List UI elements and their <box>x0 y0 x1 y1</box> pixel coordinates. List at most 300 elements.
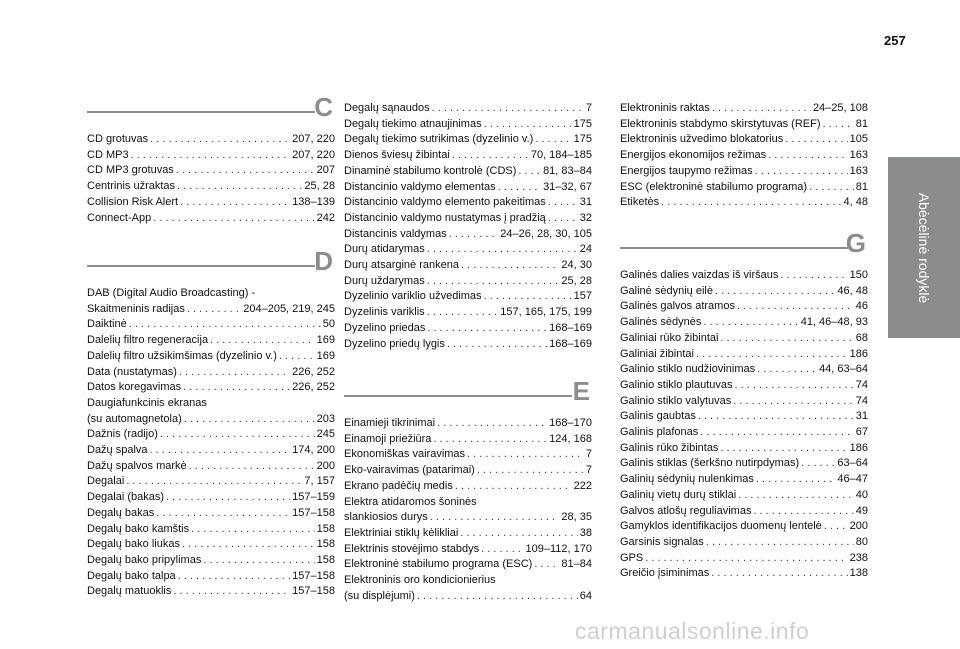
index-entry[interactable] <box>87 380 335 396</box>
index-entry-term: Ekrano padėčių medis <box>344 479 453 492</box>
index-entry-pages: 157–159 <box>292 491 335 504</box>
section-letter: D <box>314 246 333 276</box>
index-entry[interactable] <box>620 299 868 315</box>
index-entry-pages: 64 <box>579 589 592 602</box>
index-entry-term: Elektroninis oro kondicionierius <box>344 574 496 587</box>
index-entry-term: Distancinio valdymo nustatymas į pradžią <box>344 211 546 224</box>
index-entry-pages: 74 <box>855 394 868 407</box>
dot-leader <box>129 317 321 333</box>
index-entry-term: Galinės dalies vaizdas iš viršaus <box>620 269 779 281</box>
index-entry-pages: 7 <box>585 102 592 114</box>
index-entry-pages: 163 <box>849 149 868 162</box>
index-entry-pages: 169 <box>316 349 335 362</box>
index-entry[interactable] <box>87 474 335 490</box>
dot-leader <box>481 542 523 558</box>
index-entry[interactable] <box>87 443 335 459</box>
index-entry[interactable] <box>344 289 592 305</box>
dot-leader <box>150 132 290 148</box>
index-entry[interactable] <box>344 274 592 290</box>
section-g <box>620 228 868 582</box>
index-entry[interactable] <box>344 416 592 432</box>
index-entry[interactable] <box>620 456 868 472</box>
index-entry[interactable] <box>620 315 868 331</box>
entry-list <box>620 101 868 211</box>
dot-leader <box>823 117 854 133</box>
index-entry[interactable] <box>620 331 868 347</box>
dot-leader <box>460 526 577 542</box>
index-entry-term: Gamyklos identifikacijos duomenų lentelė <box>620 520 822 533</box>
index-entry-pages: 200 <box>316 459 335 472</box>
index-entry-term: Dienos šviesų žibintai <box>344 149 450 162</box>
index-entry-term: Centrinis užraktas <box>87 180 176 193</box>
index-entry-pages: 31 <box>579 196 592 209</box>
dot-leader <box>715 284 835 300</box>
dot-leader <box>768 148 848 164</box>
entry-list <box>87 286 335 600</box>
index-entry[interactable] <box>620 425 868 441</box>
index-entry[interactable] <box>87 365 335 381</box>
index-entry-pages: 25, 28 <box>304 180 335 193</box>
dot-leader <box>712 101 811 117</box>
index-entry-pages: 204–205, 219, 245 <box>243 302 335 315</box>
index-entry-pages: 105 <box>849 133 868 146</box>
index-entry-pages: 24 <box>579 243 592 256</box>
index-entry-term: Degalų sąnaudos <box>344 102 430 114</box>
index-entry-pages: 24, 30 <box>561 259 592 272</box>
index-entry[interactable] <box>620 284 868 300</box>
index-entry-term: Galinio stiklo valytuvas <box>620 394 732 407</box>
index-entry[interactable] <box>620 472 868 488</box>
section-header <box>87 246 335 284</box>
dot-leader <box>150 443 291 459</box>
index-entry[interactable] <box>87 490 335 506</box>
section-rule <box>87 265 315 267</box>
index-entry-pages: 70, 184–185 <box>530 149 592 162</box>
index-entry-pages: 157–158 <box>292 585 335 598</box>
index-entry-term: Galinis rūko žibintas <box>620 441 719 454</box>
index-entry[interactable] <box>344 117 592 133</box>
index-entry-term: Degalai <box>87 475 125 488</box>
index-entry[interactable] <box>87 317 335 333</box>
entry-list <box>620 268 868 582</box>
index-entry-term: Galinio stiklo plautuvas <box>620 378 733 391</box>
index-entry[interactable] <box>620 409 868 425</box>
index-entry[interactable] <box>87 427 335 443</box>
index-entry-term: Galiniai rūko žibintai <box>620 331 719 344</box>
index-entry-pages: 186 <box>849 347 868 360</box>
dot-leader <box>191 522 315 538</box>
index-entry-term: GPS <box>620 551 644 564</box>
index-entry[interactable] <box>87 211 335 227</box>
index-entry-term: Galinės sėdynės <box>620 316 702 329</box>
index-entry-term: Degalų bako kamštis <box>87 522 190 535</box>
index-entry-term: CD grotuvas <box>87 133 149 145</box>
index-entry[interactable] <box>620 394 868 410</box>
index-entry-term: Ekonomiškas vairavimas <box>344 448 466 461</box>
index-entry-term: Degalų bako pripylimas <box>87 553 202 566</box>
index-entry[interactable] <box>344 258 592 274</box>
index-entry-term: CD MP3 <box>87 148 129 161</box>
index-entry-pages: 31 <box>855 410 868 423</box>
index-entry[interactable] <box>87 195 335 211</box>
index-entry-term: Einamoji priežiūra <box>344 432 432 445</box>
index-entry-pages: 7 <box>585 464 592 477</box>
dot-leader <box>427 321 547 337</box>
index-entry-term: Galinis stiklas (šerkšno nutirpdymas) <box>620 457 800 470</box>
dot-leader <box>720 441 847 457</box>
index-entry[interactable] <box>344 337 592 353</box>
dot-leader <box>735 378 854 394</box>
index-entry[interactable] <box>620 101 868 117</box>
index-entry-pages: 46, 48 <box>837 284 868 297</box>
index-entry[interactable] <box>344 557 592 573</box>
index-entry-term: ESC (elektroninė stabilumo programa) <box>620 180 808 193</box>
index-entry-term: Collision Risk Alert <box>87 195 179 208</box>
index-entry[interactable] <box>87 412 335 428</box>
index-entry-pages: 81, 83–84 <box>543 164 592 177</box>
index-entry[interactable] <box>344 463 592 479</box>
dot-leader <box>179 365 290 381</box>
index-entry[interactable] <box>344 195 592 211</box>
index-entry-pages: 226, 252 <box>292 365 335 378</box>
index-entry[interactable] <box>87 333 335 349</box>
index-entry[interactable] <box>344 432 592 448</box>
index-entry[interactable] <box>620 180 868 196</box>
index-entry-pages: 158 <box>316 522 335 535</box>
dot-leader <box>455 479 572 495</box>
index-entry-pages: 222 <box>573 479 592 492</box>
index-entry[interactable] <box>87 179 335 195</box>
index-entry-term: Galiniai žibintai <box>620 347 694 360</box>
index-entry-pages: 157–158 <box>292 506 335 519</box>
index-entry-pages: 4, 48 <box>843 196 868 209</box>
index-entry[interactable] <box>344 447 592 463</box>
index-entry-pages: 138–139 <box>292 195 335 208</box>
side-tab-label: Abėcėlinė rodyklė <box>916 192 932 303</box>
dot-leader <box>427 305 499 321</box>
index-entry[interactable] <box>620 488 868 504</box>
index-entry[interactable] <box>87 163 335 179</box>
dot-leader <box>173 584 290 600</box>
dot-leader <box>279 349 315 365</box>
index-entry-pages: 158 <box>316 538 335 551</box>
index-entry-term: Elektriniai stiklų kėlikliai <box>344 526 459 539</box>
index-entry[interactable] <box>344 242 592 258</box>
section-c <box>87 92 335 226</box>
index-entry-pages: 200 <box>849 520 868 533</box>
index-entry[interactable] <box>87 132 335 148</box>
section-e <box>344 376 592 604</box>
index-entry-pages: 238 <box>849 551 868 564</box>
index-entry-term: Galinės galvos atramos <box>620 300 735 313</box>
index-entry[interactable] <box>87 396 335 412</box>
dot-leader <box>177 179 302 195</box>
index-entry[interactable] <box>87 584 335 600</box>
dot-leader <box>183 380 290 396</box>
index-entry-term: Dalelių filtro užsikimšimas (dyzelinio v.) <box>87 349 277 362</box>
index-entry-pages: 80 <box>855 535 868 548</box>
index-entry[interactable] <box>87 569 335 585</box>
index-entry[interactable] <box>87 522 335 538</box>
index-entry-pages: 38 <box>579 526 592 539</box>
index-entry-pages: 168–169 <box>549 337 592 350</box>
index-entry-term: Durų atidarymas <box>344 243 425 256</box>
dot-leader <box>187 302 241 318</box>
index-entry-term: Energijos taupymo režimas <box>620 164 753 177</box>
index-entry[interactable] <box>87 459 335 475</box>
index-entry[interactable] <box>344 321 592 337</box>
index-entry-pages: 46–47 <box>837 473 868 486</box>
index-entry-term: Etiketės <box>620 196 660 209</box>
index-entry-pages: 28, 35 <box>561 511 592 524</box>
index-entry-pages: 44, 63–64 <box>819 363 868 376</box>
dot-leader <box>417 589 578 605</box>
index-entry[interactable] <box>87 553 335 569</box>
dot-leader <box>809 180 854 196</box>
index-entry-pages: 207, 220 <box>292 148 335 161</box>
index-entry-pages: 175 <box>573 117 592 130</box>
section-header <box>344 376 592 414</box>
index-entry-pages: 81–84 <box>561 558 592 571</box>
index-entry[interactable] <box>344 573 592 589</box>
index-entry[interactable] <box>620 504 868 520</box>
index-entry-term: Energijos ekonomijos režimas <box>620 149 767 162</box>
section-letter: E <box>572 376 590 406</box>
dot-leader <box>824 519 848 535</box>
dot-leader <box>180 195 290 211</box>
index-entry[interactable] <box>344 305 592 321</box>
dot-leader <box>210 333 315 349</box>
dot-leader <box>432 101 584 117</box>
index-entry-pages: 67 <box>855 426 868 439</box>
entry-list <box>344 101 592 352</box>
section-header <box>87 92 335 130</box>
dot-leader <box>720 331 853 347</box>
index-entry-term: CD MP3 grotuvas <box>87 164 174 177</box>
dot-leader <box>733 394 853 410</box>
dot-leader <box>484 289 572 305</box>
section-letter: C <box>314 92 333 122</box>
index-entry-term: Elektrinis stovėjimo stabdys <box>344 542 480 555</box>
dot-leader <box>178 569 290 585</box>
dot-leader <box>518 164 541 180</box>
dot-leader <box>126 474 302 490</box>
index-entry-pages: 63–64 <box>837 457 868 470</box>
index-entry[interactable] <box>87 506 335 522</box>
index-entry[interactable] <box>87 537 335 553</box>
index-entry-term: Dinaminė stabilumo kontrolė (CDS) <box>344 164 517 177</box>
section-letter: G <box>845 228 866 258</box>
dot-leader <box>452 148 529 164</box>
watermark: carmanualsonline.info <box>575 618 810 644</box>
index-entry[interactable] <box>344 211 592 227</box>
index-entry-pages: 74 <box>855 378 868 391</box>
index-entry[interactable] <box>620 551 868 567</box>
page-number: 257 <box>884 33 906 48</box>
index-entry[interactable] <box>344 479 592 495</box>
index-entry-term: Dažų spalva <box>87 444 148 457</box>
index-entry[interactable] <box>620 132 868 148</box>
index-entry-term: Einamieji tikrinimai <box>344 417 436 429</box>
index-entry-pages: 7 <box>585 448 592 461</box>
index-entry-term: DAB (Digital Audio Broadcasting) - <box>87 287 256 299</box>
dot-leader <box>696 347 848 363</box>
index-entry-pages: 203 <box>316 412 335 425</box>
index-entry[interactable] <box>344 542 592 558</box>
index-entry-term: Galvos atlošų reguliavimas <box>620 504 752 517</box>
index-entry-term: Degalų tiekimo sutrikimas (dyzelinio v.) <box>344 133 534 146</box>
dot-leader <box>757 362 817 378</box>
index-entry-term: Dyzelino priedų lygis <box>344 337 445 350</box>
index-entry[interactable] <box>344 101 592 117</box>
index-entry[interactable] <box>344 148 592 164</box>
index-entry-term: Dažnis (radijo) <box>87 428 158 441</box>
dot-leader <box>535 132 571 148</box>
index-entry-pages: 207, 220 <box>292 133 335 145</box>
index-entry-term: Datos koregavimas <box>87 381 182 394</box>
index-entry[interactable] <box>620 378 868 394</box>
index-entry[interactable] <box>87 286 335 302</box>
index-entry-term: Elektra atidaromos šoninės <box>344 495 477 508</box>
index-entry-term: (su displėjumi) <box>344 589 415 602</box>
index-entry-pages: 157–158 <box>292 569 335 582</box>
index-entry-term: Elektroninis stabdymo skirstytuvas (REF) <box>620 117 821 130</box>
index-entry-term: Distancinis valdymas <box>344 227 447 240</box>
index-entry-term: Degalų bako talpa <box>87 569 176 582</box>
dot-leader <box>753 504 853 520</box>
index-entry-pages: 32 <box>579 211 592 224</box>
dot-leader <box>153 211 314 227</box>
index-entry-term: Degalų bakas <box>87 506 155 519</box>
index-entry[interactable] <box>620 441 868 457</box>
side-tab[interactable] <box>888 157 960 338</box>
index-entry[interactable] <box>620 519 868 535</box>
index-entry-pages: 138 <box>849 567 868 580</box>
index-entry-pages: 242 <box>316 211 335 224</box>
index-entry-term: Degalų tiekimo atnaujinimas <box>344 117 482 130</box>
index-entry[interactable] <box>620 117 868 133</box>
dot-leader <box>661 195 841 211</box>
dot-leader <box>755 164 848 180</box>
index-entry[interactable] <box>620 566 868 582</box>
index-entry-term: Degalai (bakas) <box>87 491 165 504</box>
dot-leader <box>449 227 499 243</box>
section-d-continued <box>344 99 592 352</box>
dot-leader <box>756 472 835 488</box>
dot-leader <box>801 456 835 472</box>
index-entry-pages: 68 <box>855 331 868 344</box>
index-entry-term: Elektroninė stabilumo programa (ESC) <box>344 558 533 571</box>
dot-leader <box>645 551 847 567</box>
index-entry-term: Skaitmeninis radijas <box>87 302 185 315</box>
index-entry[interactable] <box>344 164 592 180</box>
index-entry-pages: 157, 165, 175, 199 <box>500 306 592 319</box>
index-entry[interactable] <box>344 132 592 148</box>
index-entry[interactable] <box>87 302 335 318</box>
index-entry-pages: 245 <box>316 428 335 441</box>
index-entry-term: (su automagnetola) <box>87 412 182 425</box>
index-entry-pages: 168–170 <box>549 417 592 429</box>
dot-leader <box>437 416 547 432</box>
index-entry-pages: 7, 157 <box>304 475 335 488</box>
index-entry-term: Dyzelinio variklio užvedimas <box>344 290 482 303</box>
dot-leader <box>182 537 315 553</box>
index-entry-term: slankiosios durys <box>344 511 428 524</box>
index-entry[interactable] <box>344 510 592 526</box>
index-entry-pages: 207 <box>316 164 335 177</box>
dot-leader <box>160 427 315 443</box>
index-entry-pages: 24–25, 108 <box>812 102 868 114</box>
index-entry-term: Dyzelino priedas <box>344 321 426 334</box>
index-entry[interactable] <box>87 148 335 164</box>
index-entry[interactable] <box>620 164 868 180</box>
index-entry-pages: 109–112, 170 <box>525 542 592 555</box>
index-entry-term: Elektroninis užvedimo blokatorius <box>620 133 784 146</box>
index-entry-pages: 226, 252 <box>292 381 335 394</box>
index-entry-pages: 169 <box>316 334 335 347</box>
index-entry-pages: 124, 168 <box>549 432 592 445</box>
index-entry[interactable] <box>620 362 868 378</box>
dot-leader <box>780 268 847 284</box>
index-entry-pages: 175 <box>573 133 592 146</box>
index-entry[interactable] <box>620 148 868 164</box>
dot-leader <box>166 490 290 506</box>
dot-leader <box>189 459 315 475</box>
index-entry[interactable] <box>344 227 592 243</box>
dot-leader <box>548 211 578 227</box>
dot-leader <box>703 315 798 331</box>
dot-leader <box>548 195 578 211</box>
index-entry-term: Durų atsarginė rankena <box>344 259 459 272</box>
index-entry-term: Eko-vairavimas (patarimai) <box>344 464 475 477</box>
index-entry-pages: 31–32, 67 <box>543 180 592 193</box>
index-entry[interactable] <box>620 535 868 551</box>
dot-leader <box>184 412 315 428</box>
dot-leader <box>737 299 854 315</box>
index-entry-pages: 158 <box>316 553 335 566</box>
index-entry-term: Galinis gaubtas <box>620 410 696 423</box>
index-entry-pages: 150 <box>849 269 868 281</box>
index-entry[interactable] <box>344 526 592 542</box>
index-entry[interactable] <box>87 349 335 365</box>
index-entry-term: Durų uždarymas <box>344 274 425 287</box>
section-header <box>620 228 868 266</box>
index-entry-pages: 163 <box>849 164 868 177</box>
dot-leader <box>467 447 584 463</box>
dot-leader <box>430 510 560 526</box>
dot-leader <box>706 535 854 551</box>
index-entry[interactable] <box>344 589 592 605</box>
entry-list <box>87 132 335 226</box>
dot-leader <box>698 409 854 425</box>
section-e-continued <box>620 99 868 211</box>
index-entry[interactable] <box>620 195 868 211</box>
index-entry-pages: 157 <box>573 290 592 303</box>
index-entry-term: Galinis plafonas <box>620 426 699 439</box>
index-entry-term: Degalų bako liukas <box>87 538 180 551</box>
index-entry-pages: 41, 46–48, 93 <box>800 316 868 329</box>
dot-leader <box>785 132 847 148</box>
dot-leader <box>203 553 314 569</box>
index-entry[interactable] <box>344 180 592 196</box>
index-entry-term: Galinio stiklo nudžiovinimas <box>620 363 756 376</box>
index-entry-term: Galinė sėdynių eilė <box>620 284 713 297</box>
index-entry[interactable] <box>344 495 592 511</box>
index-entry[interactable] <box>620 347 868 363</box>
index-entry-pages: 174, 200 <box>292 444 335 457</box>
index-entry[interactable] <box>620 268 868 284</box>
dot-leader <box>427 274 560 290</box>
